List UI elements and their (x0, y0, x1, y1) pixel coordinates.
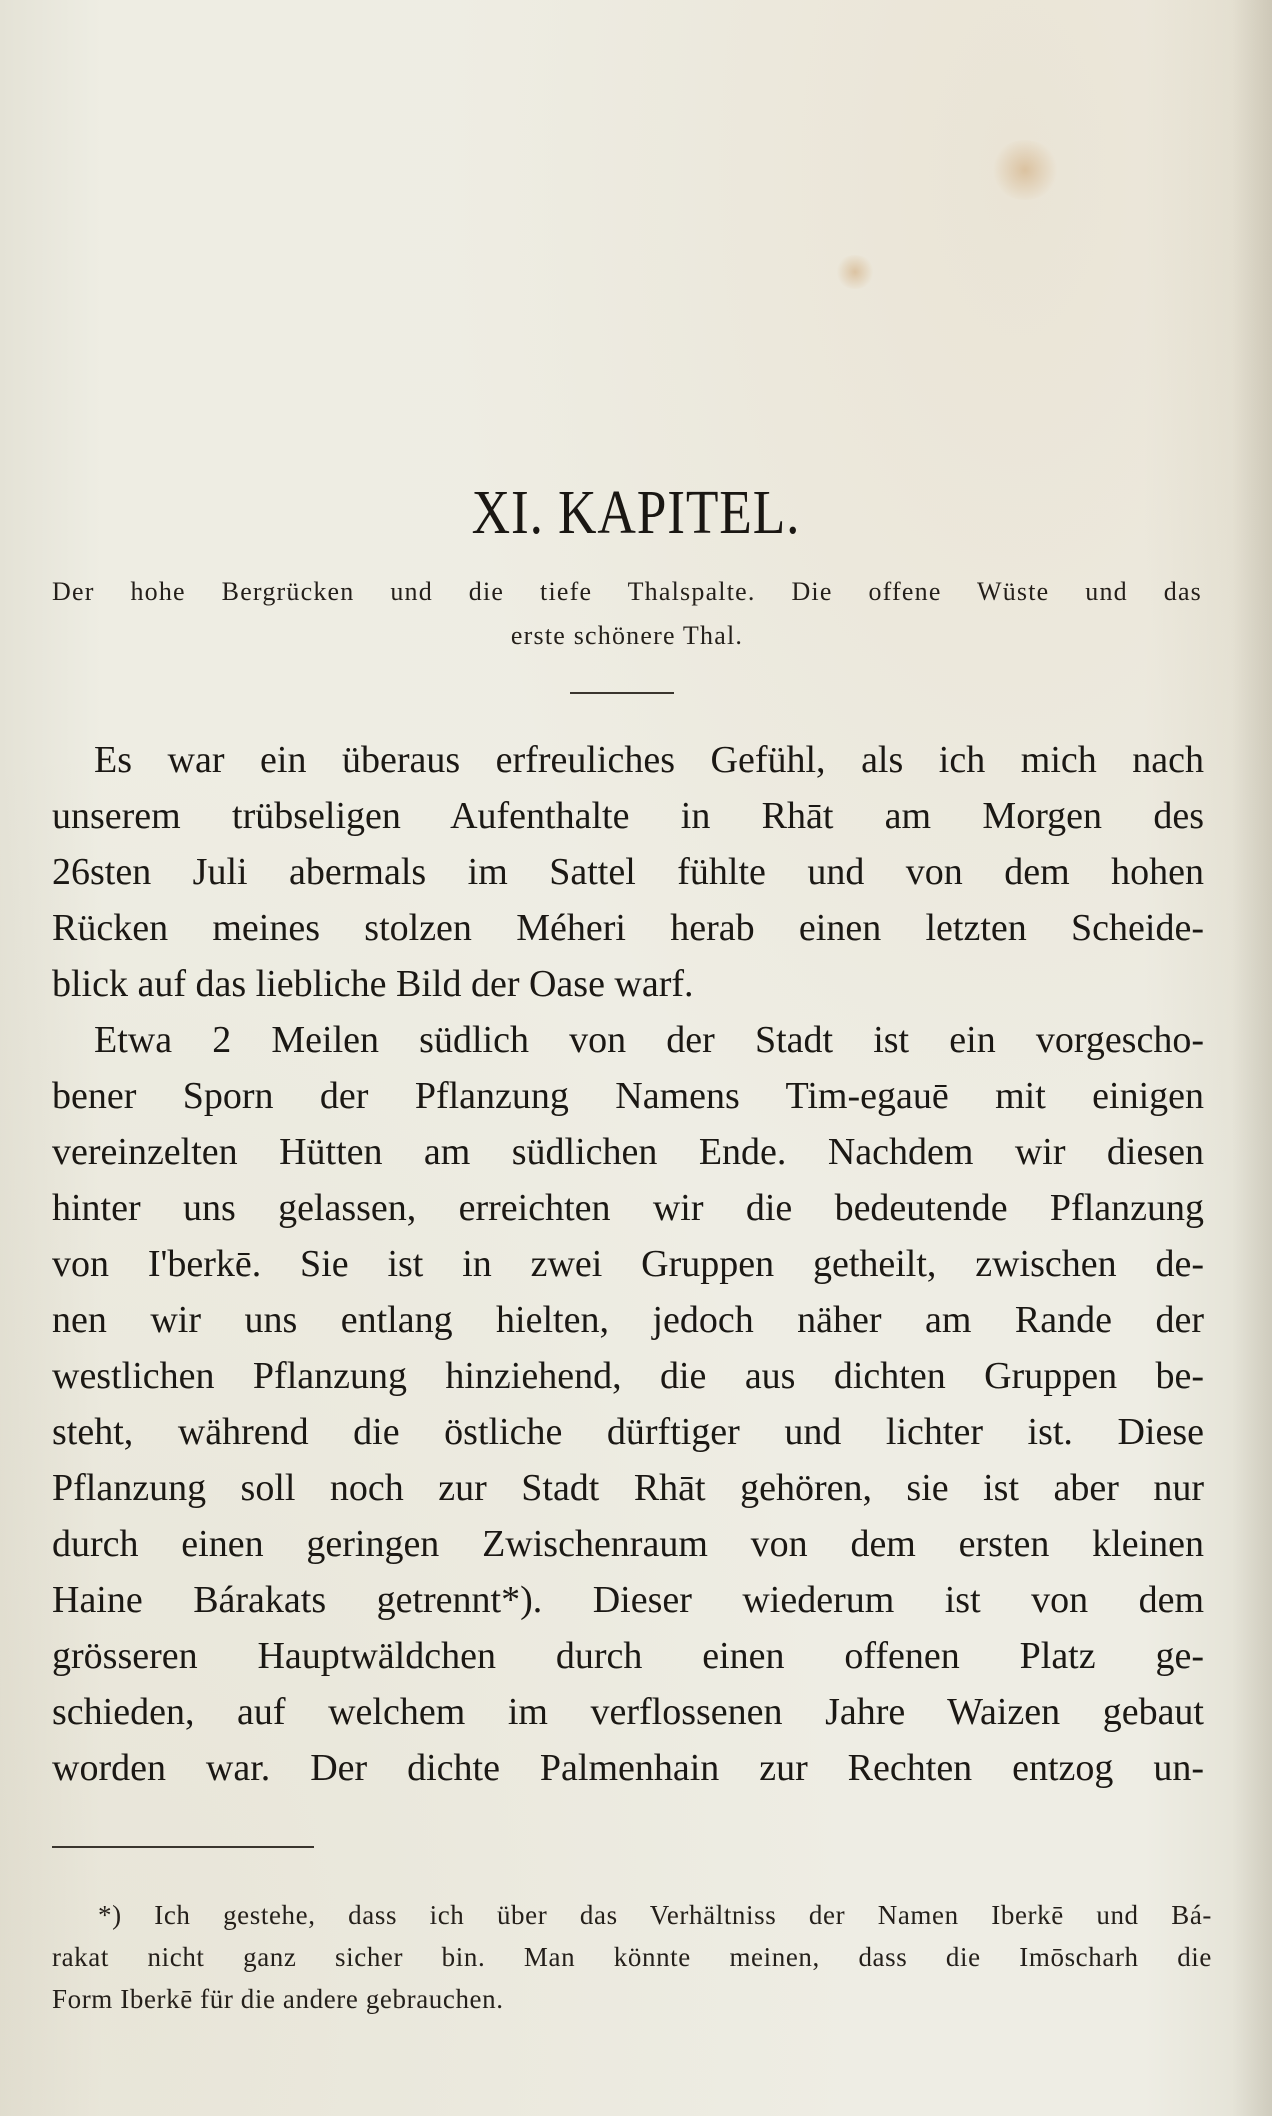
footnote-line: rakat nicht ganz sicher bin. Man könnte meinen, dass die Imōscharh die (52, 1942, 1212, 1972)
paragraph-1 (52, 732, 1204, 1012)
subtitle-line: Der hohe Bergrücken und die tiefe Thalspalte. Die offene Wüste und das (52, 577, 1202, 606)
text-line: westlichen Pflanzung hinziehend, die aus dichten Gruppen be- (52, 1355, 1204, 1397)
text-line: hinter uns gelassen, erreichten wir die bedeutende Pflanzung (52, 1187, 1204, 1229)
text-line: 26sten Juli abermals im Sattel fühlte und von dem hohen (52, 851, 1204, 893)
text-line: bener Sporn der Pflanzung Namens Tim-egauē mit einigen (52, 1075, 1204, 1117)
footnote-divider (52, 1846, 314, 1848)
paper-stain (835, 255, 875, 289)
footnote (52, 1894, 1212, 2020)
text-line: schieden, auf welchem im verflossenen Jahre Waizen gebaut (52, 1691, 1204, 1733)
text-line: Es war ein überaus erfreuliches Gefühl, als ich mich nach (94, 739, 1204, 781)
footnote-line: Form Iberkē für die andere gebrauchen. (52, 1984, 504, 2014)
text-line: Etwa 2 Meilen südlich von der Stadt ist ein vorgescho- (94, 1019, 1204, 1061)
subtitle-line: erste schönere Thal. (510, 621, 744, 650)
text-line: grösseren Hauptwäldchen durch einen offenen Platz ge- (52, 1635, 1204, 1677)
text-line: Rücken meines stolzen Méheri herab einen letzten Scheide- (52, 907, 1204, 949)
title-divider (570, 692, 674, 694)
paper-stain (990, 140, 1060, 200)
text-line: vereinzelten Hütten am südlichen Ende. Nachdem wir diesen (52, 1131, 1204, 1173)
text-line: durch einen geringen Zwischenraum von dem ersten kleinen (52, 1523, 1204, 1565)
text-line: Pflanzung soll noch zur Stadt Rhāt gehören, sie ist aber nur (52, 1467, 1204, 1509)
paragraph-2 (52, 1012, 1204, 1796)
text-line: worden war. Der dichte Palmenhain zur Rechten entzog un- (52, 1747, 1204, 1789)
text-line: Haine Bárakats getrennt*). Dieser wiederum ist von dem (52, 1579, 1204, 1621)
page-edge-shadow (1232, 0, 1272, 2116)
chapter-title: XI. KAPITEL. (471, 479, 801, 547)
body-text (52, 732, 1204, 1796)
footnote-line: *) Ich gestehe, dass ich über das Verhältniss der Namen Iberkē und Bá- (98, 1900, 1212, 1930)
text-line: von I'berkē. Sie ist in zwei Gruppen getheilt, zwischen de- (52, 1243, 1204, 1285)
chapter-subtitle (52, 570, 1202, 658)
text-line: unserem trübseligen Aufenthalte in Rhāt am Morgen des (52, 795, 1204, 837)
text-line: steht, während die östliche dürftiger und lichter ist. Diese (52, 1411, 1204, 1453)
text-line: blick auf das liebliche Bild der Oase warf. (52, 963, 694, 1005)
text-line: nen wir uns entlang hielten, jedoch näher am Rande der (52, 1299, 1204, 1341)
